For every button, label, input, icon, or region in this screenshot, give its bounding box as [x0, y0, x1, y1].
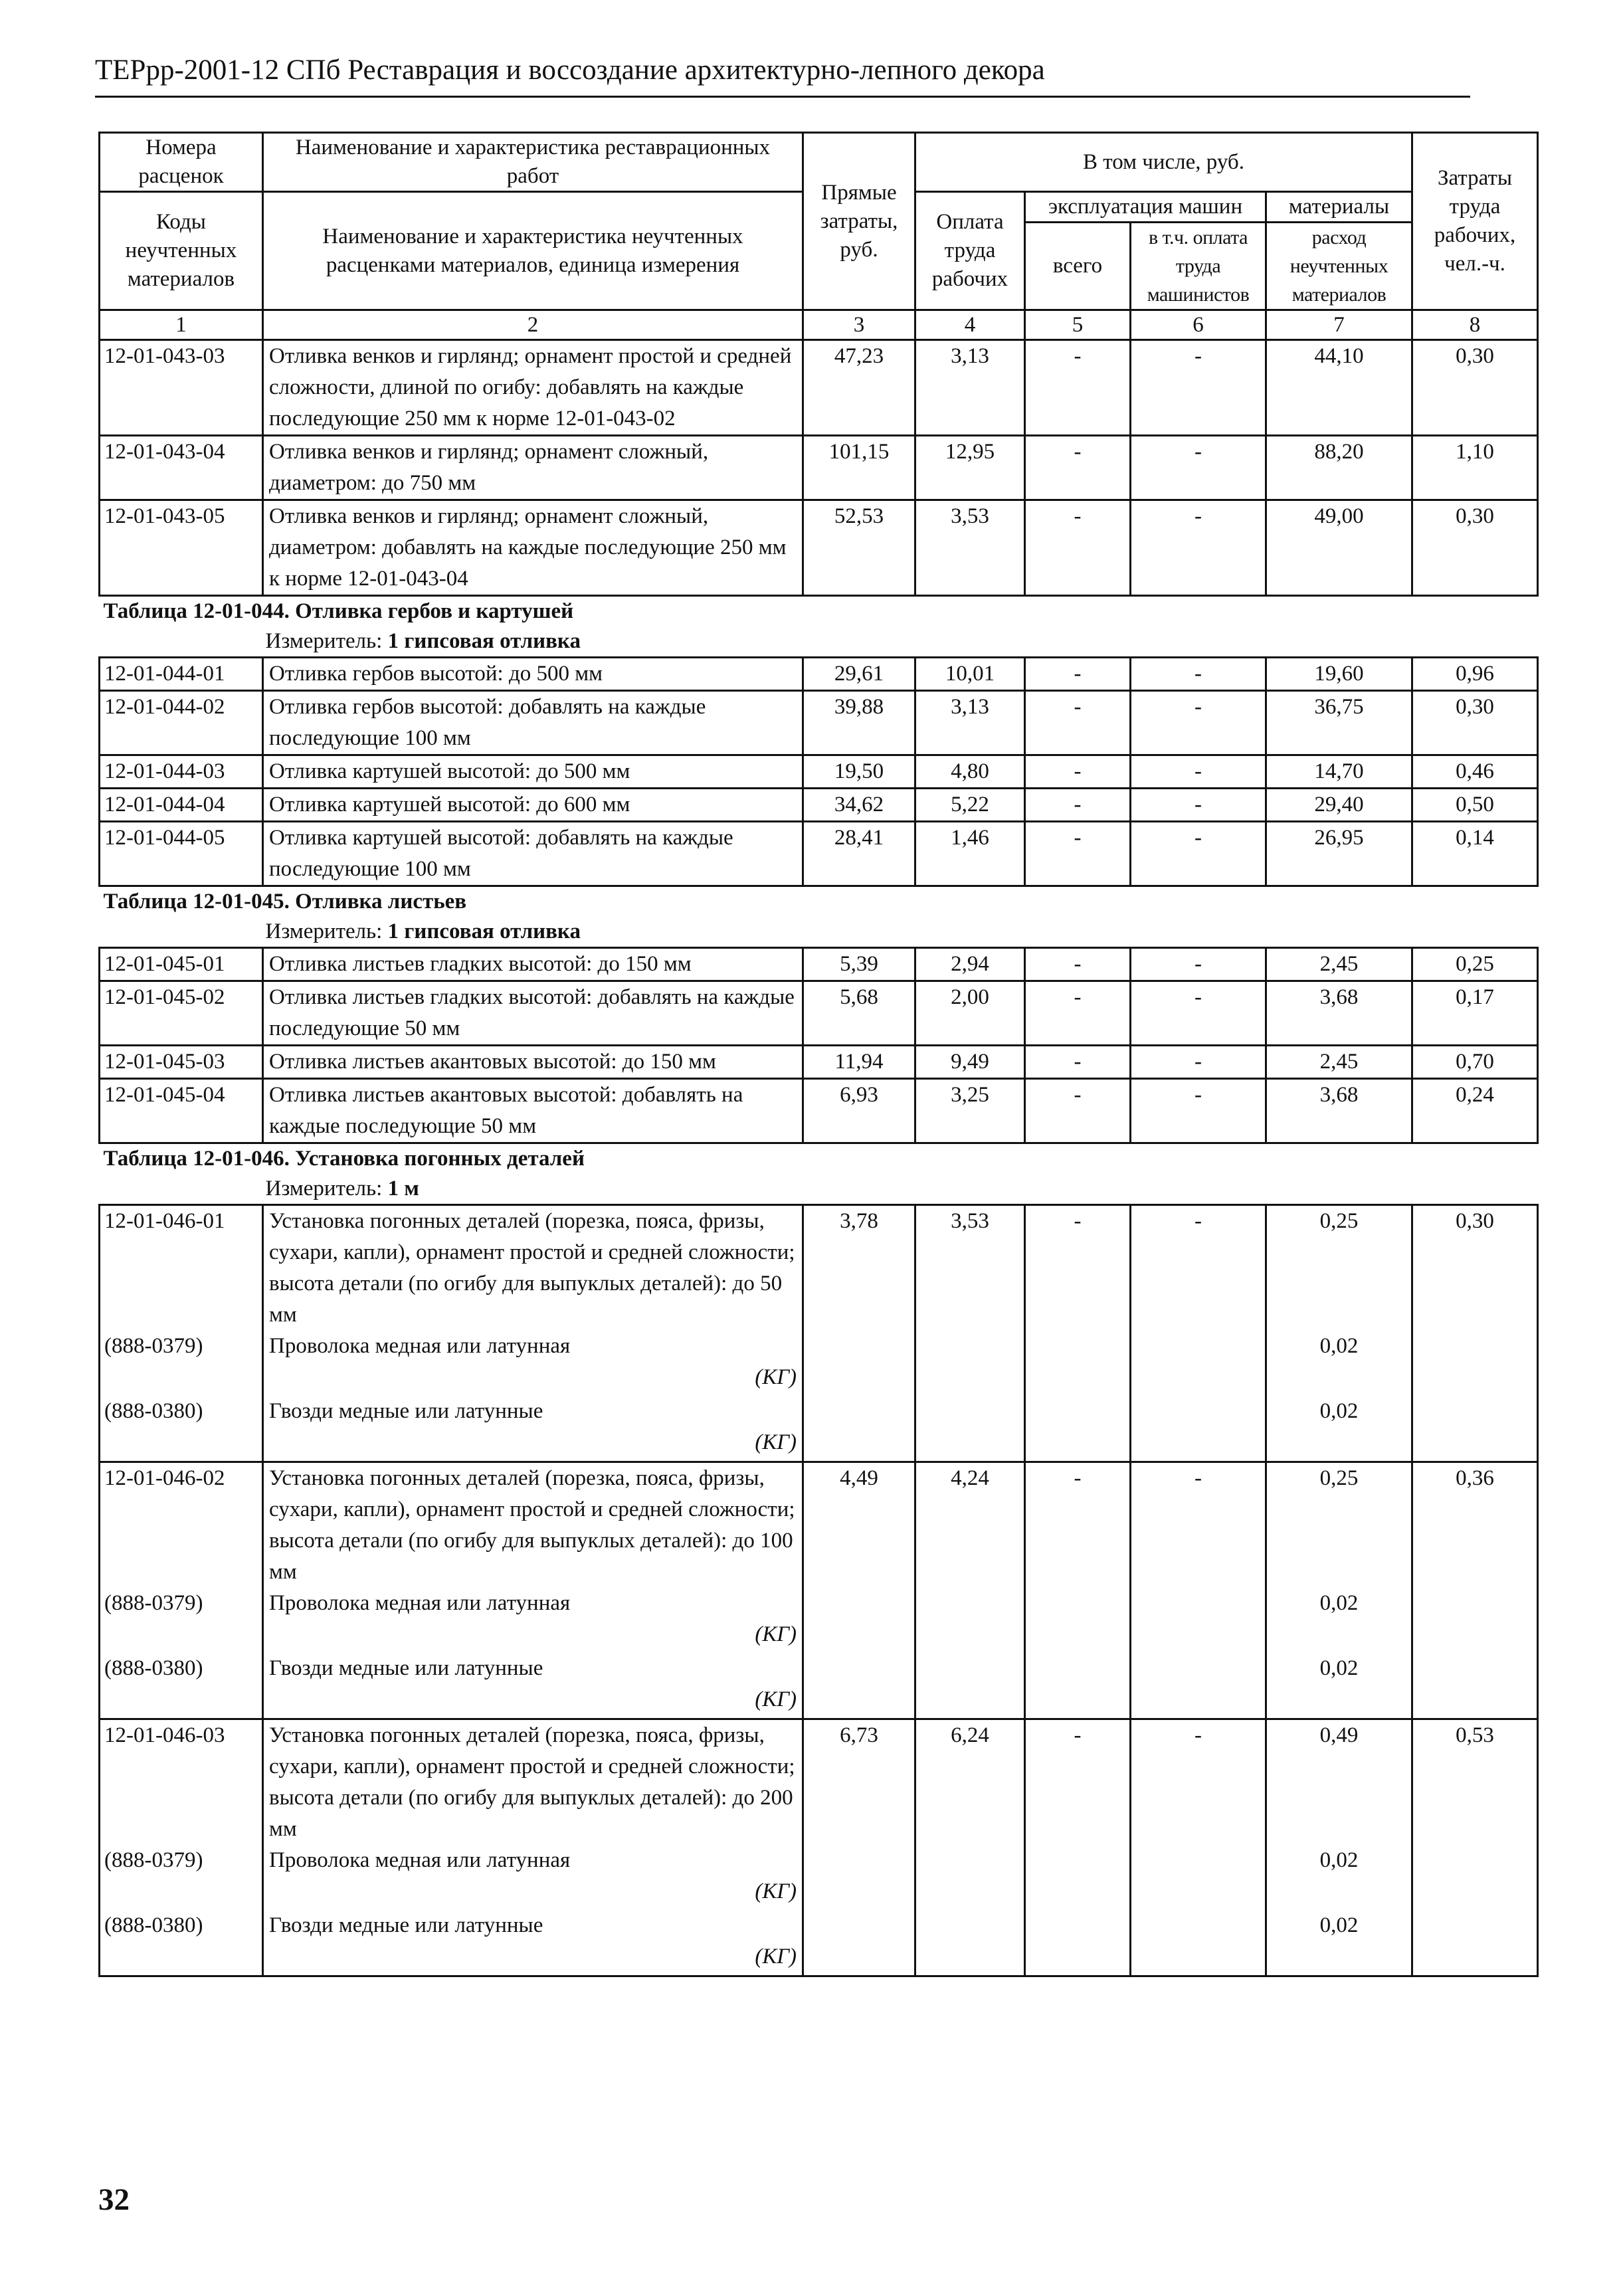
rate-machines: - [1025, 1719, 1131, 1846]
material-value: 0,02 [1266, 1910, 1412, 1976]
material-value: 0,02 [1266, 1331, 1412, 1396]
empty-cell [1412, 1845, 1538, 1910]
empty-cell [803, 1588, 915, 1653]
rate-operators: - [1131, 691, 1266, 755]
empty-cell [1412, 1588, 1538, 1653]
material-code: (888-0380) [100, 1910, 263, 1976]
rate-hours: 0,14 [1412, 822, 1538, 886]
rate-labor: 3,13 [915, 340, 1025, 436]
rate-labor: 5,22 [915, 789, 1025, 822]
empty-cell [1131, 1845, 1266, 1910]
rate-machines: - [1025, 1079, 1131, 1143]
table-row [100, 948, 1538, 981]
rate-direct: 11,94 [803, 1046, 915, 1079]
col4-header: Оплата труда рабочих [915, 192, 1025, 310]
rate-machines: - [1025, 1205, 1131, 1331]
empty-cell [1131, 1396, 1266, 1462]
material-row [100, 1653, 1538, 1719]
rate-labor: 1,46 [915, 822, 1025, 886]
header-rule [95, 96, 1470, 98]
rate-name: Отливка картушей высотой: до 500 мм [263, 755, 803, 789]
rate-name: Отливка венков и гирлянд; орнамент простой и средней сложности, длиной по огибу: добавлять на каждые последующие 250 мм к норме 12-01-043-02 [263, 340, 803, 436]
rate-labor: 12,95 [915, 436, 1025, 500]
rate-operators: - [1131, 789, 1266, 822]
table-title: Таблица 12-01-045. Отливка листьев [103, 890, 467, 913]
rate-direct: 3,78 [803, 1205, 915, 1331]
material-unit: (КГ) [755, 1687, 797, 1711]
rate-machines: - [1025, 340, 1131, 436]
rate-name: Отливка листьев гладких высотой: добавлять на каждые последующие 50 мм [263, 981, 803, 1046]
empty-cell [1412, 1653, 1538, 1719]
table-row [100, 1462, 1538, 1588]
rate-name: Отливка листьев гладких высотой: до 150 мм [263, 948, 803, 981]
empty-cell [1025, 1396, 1131, 1462]
empty-cell [1412, 1396, 1538, 1462]
table-row [100, 340, 1538, 436]
rate-direct: 34,62 [803, 789, 915, 822]
rate-code: 12-01-046-03 [100, 1719, 263, 1846]
machines-header: эксплуатация машин [1025, 192, 1266, 223]
rate-direct: 29,61 [803, 658, 915, 691]
table-row [100, 1719, 1538, 1846]
column-numbers-row [100, 310, 1538, 340]
rate-direct: 5,68 [803, 981, 915, 1046]
table-row [100, 1046, 1538, 1079]
rate-name: Отливка гербов высотой: до 500 мм [263, 658, 803, 691]
rate-hours: 0,30 [1412, 500, 1538, 596]
column-number: 6 [1131, 310, 1266, 340]
material-unit: (КГ) [755, 1879, 797, 1903]
table-row [100, 691, 1538, 755]
material-code: (888-0379) [100, 1845, 263, 1910]
rate-materials: 0,25 [1266, 1205, 1412, 1331]
rate-direct: 6,93 [803, 1079, 915, 1143]
rate-labor: 4,80 [915, 755, 1025, 789]
col1-top-header: Номера расценок [100, 133, 263, 192]
measure-row [100, 1174, 1538, 1205]
empty-cell [803, 1910, 915, 1976]
measure-value: 1 гипсовая отливка [387, 629, 581, 653]
rate-direct: 52,53 [803, 500, 915, 596]
empty-cell [1131, 1910, 1266, 1976]
rate-hours: 0,30 [1412, 340, 1538, 436]
rate-labor: 3,53 [915, 1205, 1025, 1331]
rate-direct: 6,73 [803, 1719, 915, 1846]
rate-materials: 19,60 [1266, 658, 1412, 691]
material-code: (888-0379) [100, 1331, 263, 1396]
rate-machines: - [1025, 691, 1131, 755]
material-name-text: Проволока медная или латунная [269, 1848, 571, 1872]
measure-value: 1 м [387, 1177, 419, 1200]
rate-labor: 3,25 [915, 1079, 1025, 1143]
rate-hours: 0,24 [1412, 1079, 1538, 1143]
rate-hours: 0,25 [1412, 948, 1538, 981]
table-title-row [100, 1143, 1538, 1175]
table-title-row [100, 596, 1538, 627]
rate-hours: 0,30 [1412, 691, 1538, 755]
col5-header: всего [1025, 223, 1131, 310]
empty-cell [1412, 1910, 1538, 1976]
column-number: 7 [1266, 310, 1412, 340]
material-name-text: Проволока медная или латунная [269, 1591, 571, 1615]
measure [100, 626, 1538, 658]
material-name [263, 1845, 803, 1910]
rate-name: Установка погонных деталей (порезка, пояса, фризы, сухари, капли), орнамент простой и средней сложности; высота детали (по огибу для выпуклых деталей): до 50 мм [263, 1205, 803, 1331]
rate-direct: 5,39 [803, 948, 915, 981]
measure [100, 917, 1538, 948]
material-row [100, 1910, 1538, 1976]
rate-name: Установка погонных деталей (порезка, пояса, фризы, сухари, капли), орнамент простой и средней сложности; высота детали (по огибу для выпуклых деталей): до 200 мм [263, 1719, 803, 1846]
rate-labor: 4,24 [915, 1462, 1025, 1588]
rate-code: 12-01-045-03 [100, 1046, 263, 1079]
rate-materials: 3,68 [1266, 1079, 1412, 1143]
rate-hours: 0,53 [1412, 1719, 1538, 1846]
rate-materials: 0,25 [1266, 1462, 1412, 1588]
empty-cell [915, 1845, 1025, 1910]
rate-operators: - [1131, 340, 1266, 436]
rate-operators: - [1131, 500, 1266, 596]
material-name [263, 1331, 803, 1396]
measure-label: Измеритель: [265, 629, 383, 653]
table-row [100, 789, 1538, 822]
materials-header: материалы [1266, 192, 1412, 223]
material-name-text: Проволока медная или латунная [269, 1334, 571, 1358]
material-code: (888-0380) [100, 1396, 263, 1462]
empty-cell [1025, 1331, 1131, 1396]
rate-hours: 1,10 [1412, 436, 1538, 500]
material-value: 0,02 [1266, 1588, 1412, 1653]
rate-direct: 4,49 [803, 1462, 915, 1588]
rate-materials: 2,45 [1266, 1046, 1412, 1079]
material-name-text: Гвозди медные или латунные [269, 1913, 543, 1937]
rate-machines: - [1025, 981, 1131, 1046]
rate-hours: 0,36 [1412, 1462, 1538, 1588]
header-row-1 [100, 133, 1538, 192]
rate-materials: 2,45 [1266, 948, 1412, 981]
table-title-row [100, 886, 1538, 917]
rate-operators: - [1131, 755, 1266, 789]
rate-materials: 49,00 [1266, 500, 1412, 596]
rate-operators: - [1131, 658, 1266, 691]
rate-code: 12-01-043-05 [100, 500, 263, 596]
column-number: 3 [803, 310, 915, 340]
empty-cell [803, 1845, 915, 1910]
rate-name: Отливка гербов высотой: добавлять на каждые последующие 100 мм [263, 691, 803, 755]
rate-name: Отливка венков и гирлянд; орнамент сложный, диаметром: до 750 мм [263, 436, 803, 500]
rate-materials: 14,70 [1266, 755, 1412, 789]
rate-operators: - [1131, 1079, 1266, 1143]
rate-name: Отливка листьев акантовых высотой: добавлять на каждые последующие 50 мм [263, 1079, 803, 1143]
material-name [263, 1396, 803, 1462]
document-content [98, 132, 1516, 1977]
empty-cell [1131, 1588, 1266, 1653]
empty-cell [803, 1331, 915, 1396]
material-unit: (КГ) [755, 1430, 797, 1454]
rate-machines: - [1025, 500, 1131, 596]
column-number: 5 [1025, 310, 1131, 340]
rate-operators: - [1131, 948, 1266, 981]
measure-label: Измеритель: [265, 1177, 383, 1200]
rate-machines: - [1025, 658, 1131, 691]
rate-materials: 44,10 [1266, 340, 1412, 436]
rate-name: Отливка листьев акантовых высотой: до 150 мм [263, 1046, 803, 1079]
material-name [263, 1653, 803, 1719]
rate-hours: 0,46 [1412, 755, 1538, 789]
rate-labor: 3,13 [915, 691, 1025, 755]
material-value: 0,02 [1266, 1653, 1412, 1719]
table-row [100, 981, 1538, 1046]
rate-code: 12-01-044-03 [100, 755, 263, 789]
rate-materials: 88,20 [1266, 436, 1412, 500]
measure-row [100, 626, 1538, 658]
rate-hours: 0,50 [1412, 789, 1538, 822]
table-title: Таблица 12-01-046. Установка погонных деталей [103, 1147, 585, 1171]
rate-materials: 3,68 [1266, 981, 1412, 1046]
material-name-text: Гвозди медные или латунные [269, 1656, 543, 1680]
rate-code: 12-01-046-01 [100, 1205, 263, 1331]
rate-materials: 26,95 [1266, 822, 1412, 886]
rate-machines: - [1025, 789, 1131, 822]
column-number: 4 [915, 310, 1025, 340]
material-row [100, 1396, 1538, 1462]
table-row [100, 1079, 1538, 1143]
empty-cell [1025, 1910, 1131, 1976]
rate-labor: 6,24 [915, 1719, 1025, 1846]
col7-header: расход неучтенных материалов [1266, 223, 1412, 310]
rate-operators: - [1131, 1719, 1266, 1846]
rate-name: Отливка картушей высотой: до 600 мм [263, 789, 803, 822]
material-name [263, 1910, 803, 1976]
empty-cell [1025, 1845, 1131, 1910]
empty-cell [915, 1396, 1025, 1462]
rate-materials: 36,75 [1266, 691, 1412, 755]
rate-operators: - [1131, 436, 1266, 500]
rate-labor: 2,00 [915, 981, 1025, 1046]
table-row [100, 658, 1538, 691]
rate-machines: - [1025, 822, 1131, 886]
material-row [100, 1331, 1538, 1396]
rate-operators: - [1131, 1205, 1266, 1331]
page-header: ТЕРрр-2001-12 СПб Реставрация и воссоздание архитектурно-лепного декора [95, 54, 1045, 86]
rate-labor: 3,53 [915, 500, 1025, 596]
material-name [263, 1588, 803, 1653]
table-row [100, 822, 1538, 886]
material-code: (888-0380) [100, 1653, 263, 1719]
rate-operators: - [1131, 1462, 1266, 1588]
rate-code: 12-01-045-02 [100, 981, 263, 1046]
rate-hours: 0,96 [1412, 658, 1538, 691]
measure-value: 1 гипсовая отливка [387, 919, 581, 943]
rate-labor: 2,94 [915, 948, 1025, 981]
measure [100, 1174, 1538, 1205]
rate-labor: 9,49 [915, 1046, 1025, 1079]
table-row [100, 755, 1538, 789]
table-row [100, 1205, 1538, 1331]
empty-cell [915, 1331, 1025, 1396]
column-number: 8 [1412, 310, 1538, 340]
empty-cell [915, 1588, 1025, 1653]
empty-cell [1412, 1331, 1538, 1396]
col8-header: Затраты труда рабочих, чел.-ч. [1412, 133, 1538, 310]
rate-operators: - [1131, 981, 1266, 1046]
rate-direct: 28,41 [803, 822, 915, 886]
empty-cell [915, 1910, 1025, 1976]
table-row [100, 500, 1538, 596]
rate-machines: - [1025, 1046, 1131, 1079]
empty-cell [1025, 1653, 1131, 1719]
material-unit: (КГ) [755, 1622, 797, 1646]
rate-name: Установка погонных деталей (порезка, пояса, фризы, сухари, капли), орнамент простой и средней сложности; высота детали (по огибу для выпуклых деталей): до 100 мм [263, 1462, 803, 1588]
rate-hours: 0,30 [1412, 1205, 1538, 1331]
rate-direct: 39,88 [803, 691, 915, 755]
rate-machines: - [1025, 1462, 1131, 1588]
rate-hours: 0,70 [1412, 1046, 1538, 1079]
rate-name: Отливка картушей высотой: добавлять на каждые последующие 100 мм [263, 822, 803, 886]
measure-row [100, 917, 1538, 948]
col1-bottom-header: Коды неучтенных материалов [100, 192, 263, 310]
empty-cell [1025, 1588, 1131, 1653]
material-name-text: Гвозди медные или латунные [269, 1399, 543, 1423]
rate-direct: 19,50 [803, 755, 915, 789]
col2-top-header: Наименование и характеристика реставрационных работ [263, 133, 803, 192]
material-row [100, 1845, 1538, 1910]
rate-code: 12-01-043-04 [100, 436, 263, 500]
rate-code: 12-01-044-05 [100, 822, 263, 886]
material-row [100, 1588, 1538, 1653]
measure-label: Измеритель: [265, 919, 383, 943]
rate-code: 12-01-044-04 [100, 789, 263, 822]
rate-hours: 0,17 [1412, 981, 1538, 1046]
rate-labor: 10,01 [915, 658, 1025, 691]
rate-code: 12-01-045-01 [100, 948, 263, 981]
rate-code: 12-01-043-03 [100, 340, 263, 436]
group-header: В том числе, руб. [915, 133, 1412, 192]
rate-code: 12-01-044-02 [100, 691, 263, 755]
rate-code: 12-01-045-04 [100, 1079, 263, 1143]
rate-machines: - [1025, 948, 1131, 981]
rate-name: Отливка венков и гирлянд; орнамент сложный, диаметром: добавлять на каждые последующие 250 мм к норме 12-01-043-04 [263, 500, 803, 596]
rate-code: 12-01-046-02 [100, 1462, 263, 1588]
empty-cell [803, 1653, 915, 1719]
rate-machines: - [1025, 755, 1131, 789]
rates-table [98, 132, 1539, 1977]
rate-operators: - [1131, 1046, 1266, 1079]
rate-machines: - [1025, 436, 1131, 500]
material-value: 0,02 [1266, 1396, 1412, 1462]
material-code: (888-0379) [100, 1588, 263, 1653]
table-row [100, 436, 1538, 500]
col3-header: Прямые затраты, руб. [803, 133, 915, 310]
rate-code: 12-01-044-01 [100, 658, 263, 691]
empty-cell [1131, 1653, 1266, 1719]
material-value: 0,02 [1266, 1845, 1412, 1910]
column-number: 2 [263, 310, 803, 340]
empty-cell [803, 1396, 915, 1462]
material-unit: (КГ) [755, 1945, 797, 1968]
rate-materials: 29,40 [1266, 789, 1412, 822]
rate-direct: 47,23 [803, 340, 915, 436]
rate-operators: - [1131, 822, 1266, 886]
empty-cell [1131, 1331, 1266, 1396]
rate-direct: 101,15 [803, 436, 915, 500]
material-unit: (КГ) [755, 1365, 797, 1389]
empty-cell [915, 1653, 1025, 1719]
col6-header: в т.ч. оплата труда машинистов [1131, 223, 1266, 310]
table-title: Таблица 12-01-044. Отливка гербов и картушей [103, 599, 574, 623]
rate-materials: 0,49 [1266, 1719, 1412, 1846]
col2-bottom-header: Наименование и характеристика неучтенных расценками материалов, единица измерения [263, 192, 803, 310]
page-number: 32 [98, 2182, 130, 2217]
column-number: 1 [100, 310, 263, 340]
